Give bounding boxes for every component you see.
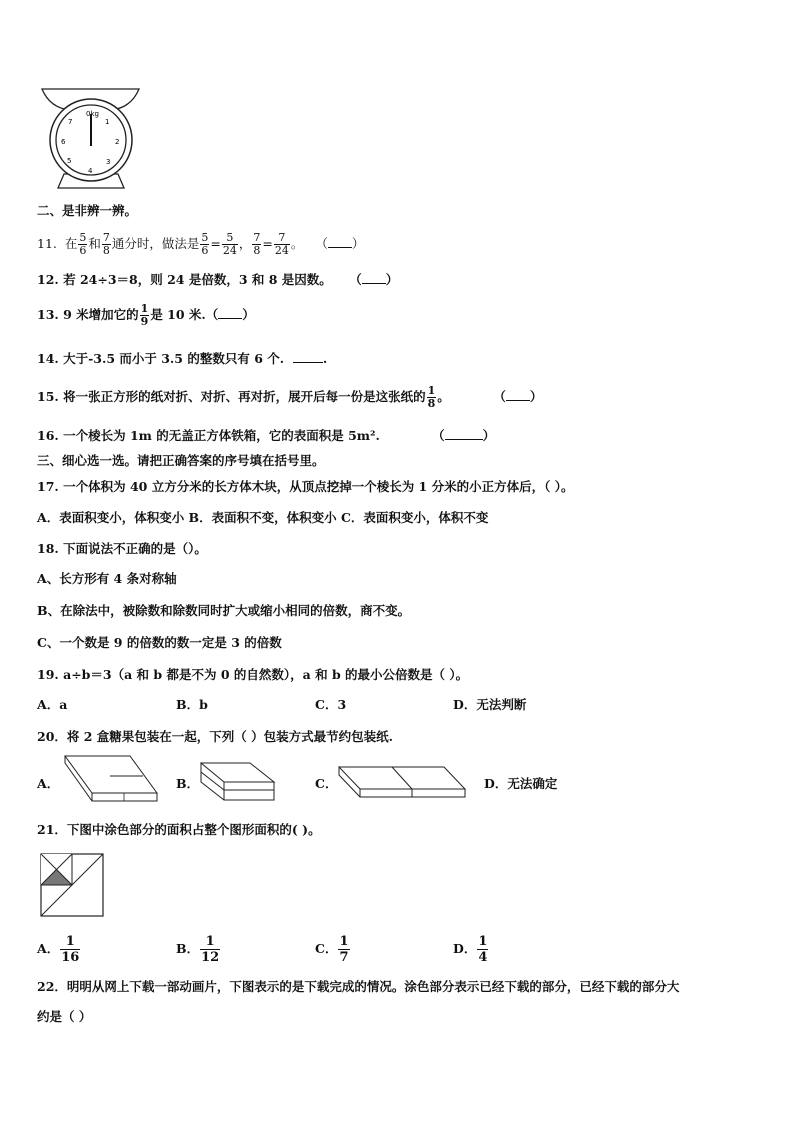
answer-blank[interactable] (506, 388, 530, 401)
answer-blank[interactable] (218, 306, 242, 319)
section-3-title: 三、细心选一选。请把正确答案的序号填在括号里。 (37, 453, 325, 468)
question-14: 14. 大于-3.5 而小于 3.5 的整数只有 6 个. . (37, 351, 328, 366)
package-option-b-figure (198, 760, 278, 805)
question-13: 13. 9 米增加它的 $\frac{1}{9}$ 是 10 米.（ ） (37, 302, 255, 328)
question-20: 20．将 2 盒糖果包装在一起，下列（ ）包装方式最节约包装纸. (37, 729, 394, 744)
question-17: 17. 一个体积为 40 立方分米的长方体木块，从顶点挖掉一个棱长为 1 分米的小正方体后，（ ）。 (37, 479, 574, 494)
question-20-option-a: A． (37, 776, 60, 791)
question-19-option-d: D．无法判断 (453, 697, 527, 712)
dial-number: 3 (106, 158, 111, 166)
question-20-option-d: D．无法确定 (484, 776, 558, 791)
question-19-option-c: C．3 (315, 697, 347, 712)
question-18: 18. 下面说法不正确的是（）。 (37, 541, 207, 556)
question-21-option-c: C． $\frac{1}{7}$ (315, 934, 349, 965)
dial-number: 1 (105, 118, 110, 126)
dial-top-label: 0kg (86, 110, 99, 118)
question-21: 21．下图中涂色部分的面积占整个图形面积的( )。 (37, 822, 321, 837)
answer-blank[interactable] (445, 427, 483, 440)
question-21-option-b: B． $\frac{1}{12}$ (176, 934, 220, 965)
question-21-option-a: A． $\frac{1}{16}$ (37, 934, 80, 965)
kitchen-scale-figure (36, 84, 146, 194)
package-option-c-figure (336, 764, 468, 800)
dial-number: 4 (88, 167, 93, 175)
package-option-a-figure (60, 753, 160, 811)
question-19: 19. a÷b＝3（a 和 b 都是不为 0 的自然数），a 和 b 的最小公倍数是（ ）。 (37, 667, 469, 682)
question-22-line-1: 22．明明从网上下载一部动画片，下图表示的是下载完成的情况。涂色部分表示已经下载的部分，已经下载的部分大 (37, 979, 680, 994)
question-17-options: A．表面积变小，体积变小 B．表面积不变，体积变小 C．表面积变小，体积不变 (37, 510, 489, 525)
answer-blank[interactable] (328, 235, 352, 248)
question-19-option-a: A．a (37, 697, 68, 712)
answer-blank[interactable] (362, 271, 386, 284)
question-18-option-b: B、在除法中，被除数和除数同时扩大或缩小相同的倍数，商不变。 (37, 603, 411, 618)
question-16: 16. 一个棱长为 1m 的无盖正方体铁箱，它的表面积是 5m². （ ） (37, 428, 496, 443)
question-15: 15. 将一张正方形的纸对折、对折、再对折，展开后每一份是这张纸的 $\frac{1}{8}$ 。 （ ） (37, 384, 543, 410)
question-20-option-c: C． (315, 776, 338, 791)
answer-blank[interactable] (293, 350, 323, 363)
shaded-square-figure (40, 853, 106, 919)
question-20-option-b: B． (176, 776, 200, 791)
question-18-option-a: A、长方形有 4 条对称轴 (37, 571, 177, 586)
question-22-line-2: 约是（ ） (37, 1009, 92, 1024)
dial-number: 5 (67, 157, 72, 165)
dial-number: 6 (61, 138, 66, 146)
question-11: 11. 在 $\frac{5}{6}$ 和 $\frac{7}{8}$ 通分时，做法是 $\frac{5}{6}$ = $\frac{5}{24}$ ， $\frac{7}{8}$ = $\frac{7}{24}$ 。 （ ） (37, 231, 365, 257)
question-21-option-d: D． $\frac{1}{4}$ (453, 934, 488, 965)
dial-number: 2 (115, 138, 120, 146)
section-2-title: 二、是非辨一辨。 (37, 203, 138, 218)
question-18-option-c: C、一个数是 9 的倍数的数一定是 3 的倍数 (37, 635, 282, 650)
dial-number: 7 (68, 118, 73, 126)
question-12: 12. 若 24÷3＝8，则 24 是倍数，3 和 8 是因数。 （ ） (37, 272, 399, 287)
question-19-option-b: B．b (176, 697, 208, 712)
